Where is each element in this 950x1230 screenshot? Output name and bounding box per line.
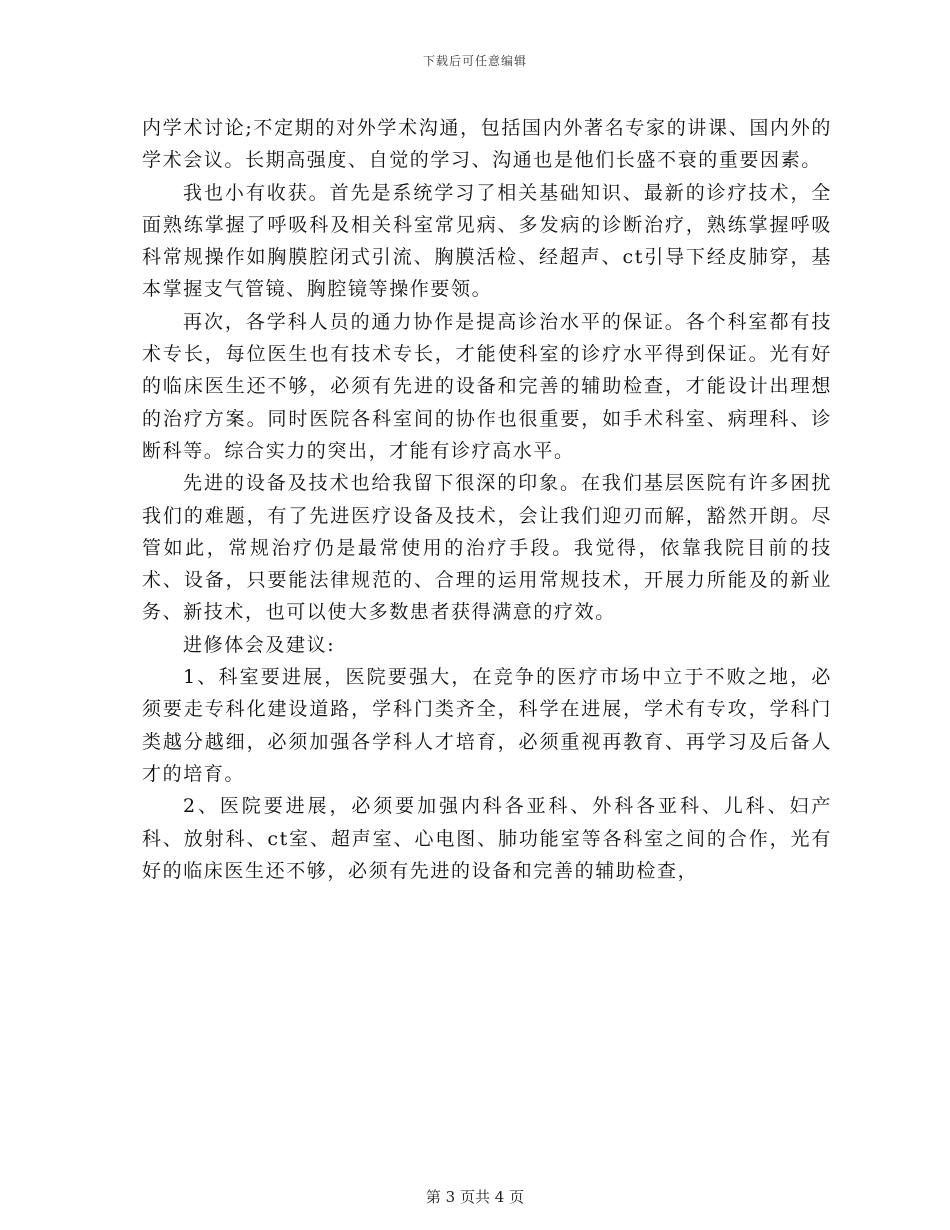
- page-number: 第 3 页共 4 页: [425, 1188, 525, 1206]
- paragraph-2: 我也小有收获。首先是系统学习了相关基础知识、最新的诊疗技术，全面熟练掌握了呼吸科及相关科室常见病、多发病的诊断治疗，熟练掌握呼吸科常规操作如胸膜腔闭式引流、胸膜活检、经超声、ct引导下经皮肺穿，基本掌握支气管镜、胸腔镜等操作要领。: [142, 181, 832, 301]
- document-body: [142, 112, 832, 887]
- paragraph-1: 内学术讨论;不定期的对外学术沟通，包括国内外著名专家的讲课、国内外的学术会议。长期高强度、自觉的学习、沟通也是他们长盛不衰的重要因素。: [142, 117, 832, 172]
- paragraph-3: 再次，各学科人员的通力协作是提高诊治水平的保证。各个科室都有技术专长，每位医生也有技术专长，才能使科室的诊疗水平得到保证。光有好的临床医生还不够，必须有先进的设备和完善的辅助检查，才能设计出理想的治疗方案。同时医院各科室间的协作也很重要，如手术科室、病理科、诊断科等。综合实力的突出，才能有诊疗高水平。: [142, 310, 832, 462]
- section-heading-suggestions: 进修体会及建议:: [183, 633, 336, 656]
- paragraph-suggestion-1: 1、科室要进展，医院要强大，在竞争的医疗市场中立于不败之地，必须要走专科化建设道路，学科门类齐全，科学在进展，学术有专攻，学科门类越分越细，必须加强各学科人才培育，必须重视再教育、再学习及后备人才的培育。: [142, 666, 832, 785]
- paragraph-suggestion-2: 2、医院要进展，必须要加强内科各亚科、外科各亚科、儿科、妇产科、放射科、ct室、超声室、心电图、肺功能室等各科室之间的合作，光有好的临床医生还不够，必须有先进的设备和完善的辅助检查，: [142, 795, 832, 882]
- page-header: 下载后可任意编辑: [422, 54, 527, 68]
- paragraph-4: 先进的设备及技术也给我留下很深的印象。在我们基层医院有许多困扰我们的难题，有了先进医疗设备及技术，会让我们迎刃而解，豁然开朗。尽管如此，常规治疗仍是最常使用的治疗手段。我觉得，依靠我院目前的技术、设备，只要能法律规范的、合理的运用常规技术，开展力所能及的新业务、新技术，也可以使大多数患者获得满意的疗效。: [142, 472, 832, 624]
